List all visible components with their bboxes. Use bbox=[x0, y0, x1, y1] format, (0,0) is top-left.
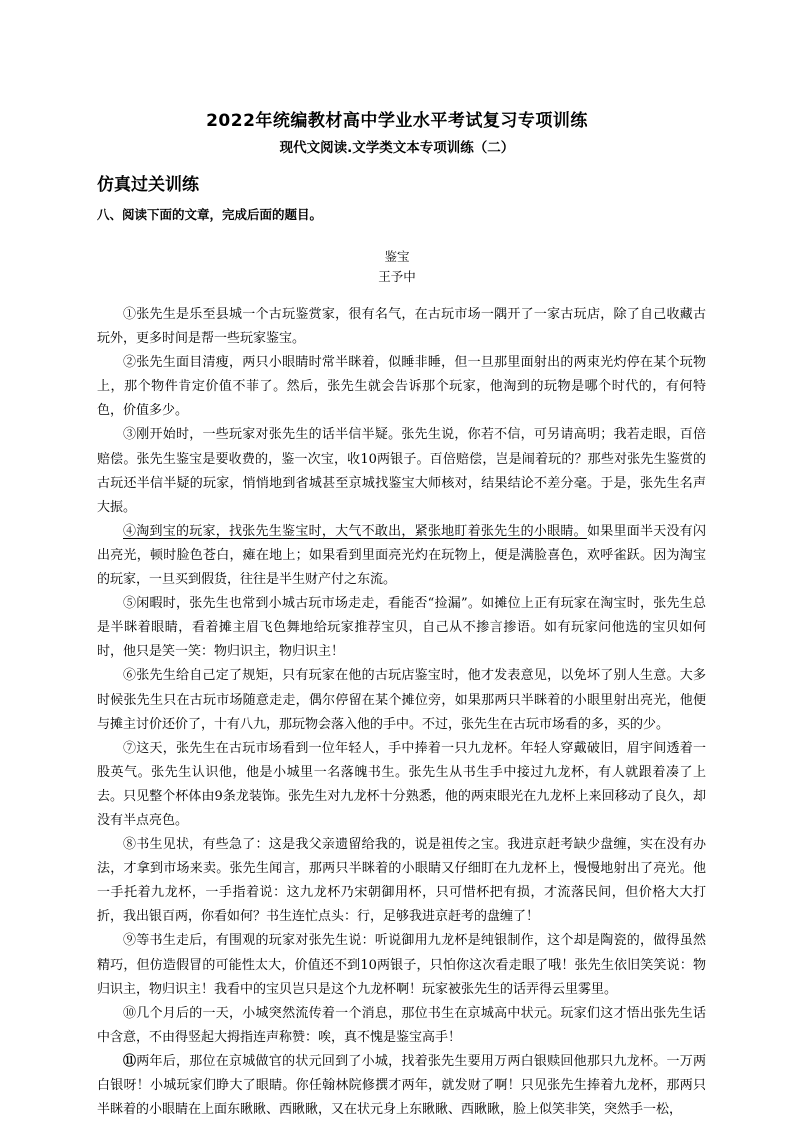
paragraph-4-underlined-sentence: ④淘到宝的玩家，找张先生鉴宝时，大气不敢出，紧张地盯着张先生的小眼睛。 bbox=[123, 523, 587, 539]
paragraph-10: ⑩几个月后的一天，小城突然流传着一个消息，那位书生在京城高中状元。玩家们这才悟出张先生话中含意，不由得竖起大拇指连声称赞：唉，真不愧是鉴宝高手！ bbox=[97, 1005, 706, 1045]
document-title: 2022年统编教材高中学业水平考试复习专项训练 bbox=[206, 111, 588, 131]
paragraph-6: ⑥张先生给自己定了规矩，只有玩家在他的古玩店鉴宝时，他才发表意见，以免坏了别人生意。大多时候张先生只在古玩市场随意走走，偶尔停留在某个摊位旁，如果那两只半眯着的小眼里射出亮光，他便与摊主讨价还价了，十有八九，那玩物会落入他的手中。不过，张先生在古玩市场看的多，买的少。 bbox=[97, 668, 706, 732]
article-body bbox=[97, 303, 706, 1122]
paragraph-2: ②张先生面目清瘦，两只小眼睛时常半眯着，似睡非睡，但一旦那里面射出的两束光灼停在某个玩物上，那个物件肯定价值不菲了。然后，张先生就会告诉那个玩家，他淘到的玩物是哪个时代的，有何特色，价值多少。 bbox=[97, 355, 706, 419]
paragraph-7: ⑦这天，张先生在古玩市场看到一位年轻人，手中捧着一只九龙杯。年轻人穿戴破旧，眉宇间透着一股英气。张先生认识他，他是小城里一名落魄书生。张先生从书生手中接过九龙杯，有人就跟着凑了上去。只见整个杯体由9条龙装饰。张先生对九龙杯十分熟悉，他的两束眼光在九龙杯上来回移动了良久，却没有半点亮色。 bbox=[97, 740, 706, 828]
article-title: 鉴宝 bbox=[384, 249, 410, 264]
paragraph-11-number: ⑪ bbox=[123, 1053, 137, 1069]
paragraph-9: ⑨等书生走后，有围观的玩家对张先生说：听说御用九龙杯是纯银制作，这个却是陶瓷的，做得虽然精巧，但仿造假冒的可能性太大，价值还不到10两银子，只怕你这次看走眼了哦！张先生依旧笑笑说：物归识主，物归识主！我看中的宝贝岂只是这个九龙杯啊！玩家被张先生的话弄得云里雾里。 bbox=[97, 933, 706, 997]
section-heading: 仿真过关训练 bbox=[97, 175, 199, 195]
paragraph-5: ⑤闲暇时，张先生也常到小城古玩市场走走，看能否“捡漏”。如摊位上正有玩家在淘宝时，张先生总是半眯着眼睛，看着摊主眉飞色舞地给玩家推荐宝贝，自己从不掺言掺语。如有玩家问他选的宝贝如何时，他只是笑一笑：物归识主，物归识主！ bbox=[97, 596, 706, 660]
document-subtitle: 现代文阅读.文学类文本专项训练（二） bbox=[279, 140, 515, 156]
paragraph-4 bbox=[97, 520, 706, 592]
paragraph-11-text: 两年后，那位在京城做官的状元回到了小城，找着张先生要用万两白银赎回他那只九龙杯。一万两白银呀！小城玩家们睁大了眼睛。你任翰林院修撰才两年，就发财了啊！只见张先生捧着九龙杯，那两只半眯着的小眼睛在上面东瞅瞅、西瞅瞅，又在状元身上东瞅瞅、西瞅瞅，脸上似笑非笑，突然手一松， bbox=[97, 1053, 706, 1118]
question-instruction: 八、阅读下面的文章，完成后面的题目。 bbox=[97, 207, 323, 222]
paragraph-8: ⑧书生见状，有些急了：这是我父亲遗留给我的，说是祖传之宝。我进京赶考缺少盘缠，实在没有办法，才拿到市场来卖。张先生闻言，那两只半眯着的小眼睛又仔细盯在九龙杯上，慢慢地射出了亮光。他一手托着九龙杯，一手指着说：这九龙杯乃宋朝御用杯，只可惜杯把有损，才流落民间，但价格大大打折，我出银百两，你看如何？书生连忙点头：行，足够我进京赶考的盘缠了！ bbox=[97, 837, 706, 925]
paragraph-1: ①张先生是乐至县城一个古玩鉴赏家，很有名气，在古玩市场一隅开了一家古玩店，除了自己收藏古玩外，更多时间是帮一些玩家鉴宝。 bbox=[97, 307, 706, 347]
paragraph-3: ③刚开始时，一些玩家对张先生的话半信半疑。张先生说，你若不信，可另请高明；我若走眼，百倍赔偿。张先生鉴宝是要收费的，鉴一次宝，收10两银子。百倍赔偿，岂是闹着玩的？那些对张先生鉴赏的古玩还半信半疑的玩家，悄悄地到省城甚至京城找鉴宝大师核对，结果结论不差分毫。于是，张先生名声大振。 bbox=[97, 427, 706, 515]
paragraph-4-rest: 如果里面半天没有闪出亮光，顿时脸色苍白，瘫在地上；如果看到里面亮光灼在玩物上，便是满脸喜色，欢呼雀跃。因为淘宝的玩家，一旦买到假货，往往是半生财产付之东流。 bbox=[97, 523, 706, 588]
article-author: 王予中 bbox=[378, 269, 416, 284]
paragraph-11 bbox=[97, 1050, 706, 1122]
